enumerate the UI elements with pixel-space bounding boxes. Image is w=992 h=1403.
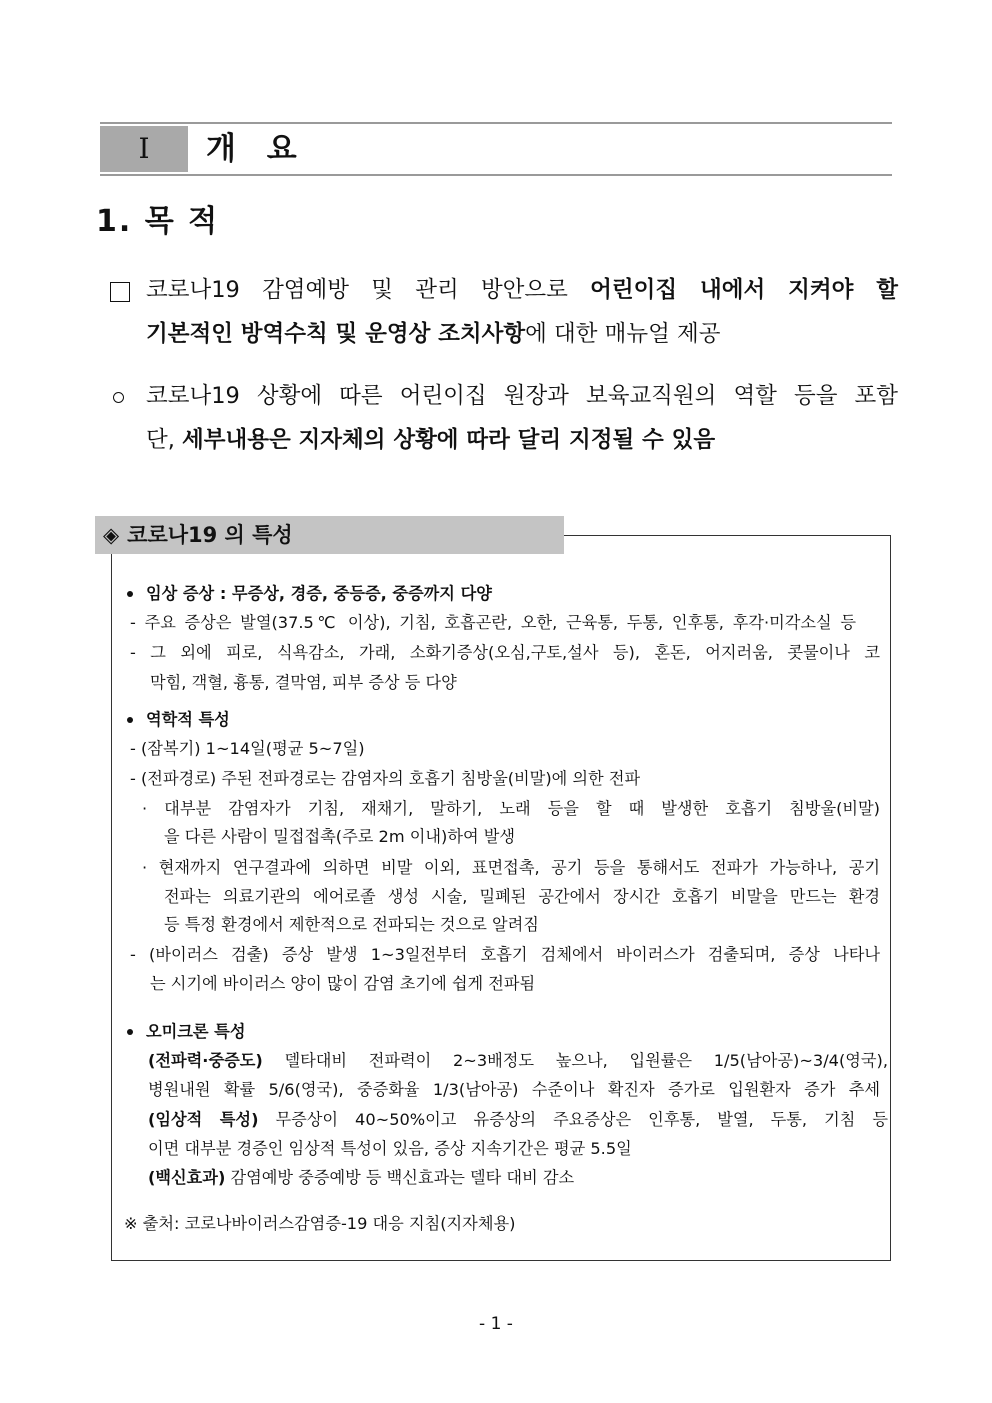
clinical-line: 막힘, 객혈, 흉통, 결막염, 피부 증상 등 다양	[150, 673, 457, 692]
epidemiology-line: 등 특정 환경에서 제한적으로 전파되는 것으로 알려짐	[164, 915, 539, 934]
scope-line-2-text: 단,	[146, 427, 183, 453]
clinical-heading-text: 임상 증상 : 무증상, 경증, 중등증, 중증까지 다양	[146, 584, 492, 603]
source-note: ※ 출처: 코로나바이러스감염증-19 대응 지침(지자체용)	[124, 1214, 516, 1233]
purpose-line-1-text: 코로나19 감염예방 및 관리 방안으로	[146, 277, 591, 303]
clinical-heading	[146, 582, 492, 606]
omicron-line	[148, 1166, 574, 1190]
epidemiology-line: 을 다른 사람이 밀접접촉(주로 2m 이내)하여 발생	[164, 827, 516, 846]
chapter-title: 개 요	[206, 131, 307, 167]
omicron-line: 병원내원 확률 5/6(영국), 중증화율 1/3(남아공) 수준이나 확진자 증가로 입원환자 증가 추세	[148, 1080, 880, 1099]
omicron-text: 무증상이 40~50%이고 유증상의 주요증상은 인후통, 발열, 두통, 기침 등	[258, 1110, 888, 1129]
clinical-line: - 그 외에 피로, 식욕감소, 가래, 소화기증상(오심,구토,설사 등), 혼돈, 어지러움, 콧물이나 코	[130, 643, 880, 662]
purpose-line-2-bold: 기본적인 방역수칙 및 운영상 조치사항	[146, 321, 526, 347]
omicron-heading	[146, 1020, 245, 1044]
clinical-line: - 주요 증상은 발열(37.5℃ 이상), 기침, 호흡곤란, 오한, 근육통, 두통, 인후통, 후각·미각소실 등	[130, 613, 856, 632]
epidemiology-line: 전파는 의료기관의 에어로졸 생성 시술, 밀폐된 공간에서 장시간 호흡기 비말을 만드는 환경	[164, 887, 880, 906]
epidemiology-line: - (잠복기) 1~14일(평균 5~7일)	[130, 739, 365, 758]
diamond-icon: ◈	[103, 523, 120, 547]
characteristics-title-text: 코로나19 의 특성	[127, 523, 293, 547]
epidemiology-line: · 대부분 감염자가 기침, 재채기, 말하기, 노래 등을 할 때 발생한 호흡기 침방울(비말)	[142, 799, 880, 818]
bullet-icon	[127, 591, 133, 597]
purpose-line-1	[146, 274, 898, 306]
purpose-line-2	[146, 318, 720, 350]
header-bottom-rule	[100, 174, 892, 176]
epidemiology-line: 는 시기에 바이러스 양이 많이 감염 초기에 쉽게 전파됨	[150, 974, 536, 993]
scope-line-2-bold: 세부내용은 지자체의 상황에 따라 달리 지정될 수 있음	[182, 427, 716, 453]
epidemiology-line: - (전파경로) 주된 전파경로는 감염자의 호흡기 침방울(비말)에 의한 전파	[130, 769, 641, 788]
omicron-line: 이면 대부분 경증인 임상적 특성이 있음, 증상 지속기간은 평균 5.5일	[148, 1139, 632, 1158]
omicron-line	[148, 1108, 888, 1132]
omicron-label: (전파력·중증도)	[148, 1051, 263, 1070]
omicron-text: 감염예방 중증예방 등 백신효과는 델타 대비 감소	[225, 1168, 575, 1187]
omicron-label: (백신효과)	[148, 1168, 226, 1187]
omicron-label: (임상적 특성)	[148, 1110, 259, 1129]
omicron-heading-text: 오미크론 특성	[146, 1022, 246, 1041]
scope-line-2	[146, 424, 715, 456]
purpose-line-1-bold: 어린이집 내에서 지켜야 할	[590, 277, 898, 303]
epidemiology-line: - (바이러스 검출) 증상 발생 1~3일전부터 호흡기 검체에서 바이러스가 검출되며, 증상 나타나	[130, 945, 880, 964]
epidemiology-heading-text: 역학적 특성	[146, 710, 230, 729]
omicron-line	[148, 1049, 888, 1073]
epidemiology-line: · 현재까지 연구결과에 의하면 비말 이외, 표면접촉, 공기 등을 통해서도 전파가 가능하나, 공기	[142, 858, 880, 877]
characteristics-title	[95, 516, 564, 554]
page-number: - 1 -	[479, 1314, 513, 1334]
scope-line-1: 코로나19 상황에 따른 어린이집 원장과 보육교직원의 역할 등을 포함	[146, 383, 898, 409]
circle-bullet-icon	[113, 392, 124, 403]
chapter-number: Ⅰ	[100, 126, 188, 172]
epidemiology-heading	[146, 708, 230, 732]
bullet-icon	[127, 717, 133, 723]
section-title: 1. 목 적	[96, 204, 220, 239]
bullet-icon	[127, 1029, 133, 1035]
omicron-text: 델타대비 전파력이 2~3배정도 높으나, 입원률은 1/5(남아공)~3/4(영국),	[262, 1051, 888, 1070]
purpose-line-2-text: 에 대한 매뉴얼 제공	[525, 321, 721, 347]
checkbox-icon	[110, 282, 130, 302]
